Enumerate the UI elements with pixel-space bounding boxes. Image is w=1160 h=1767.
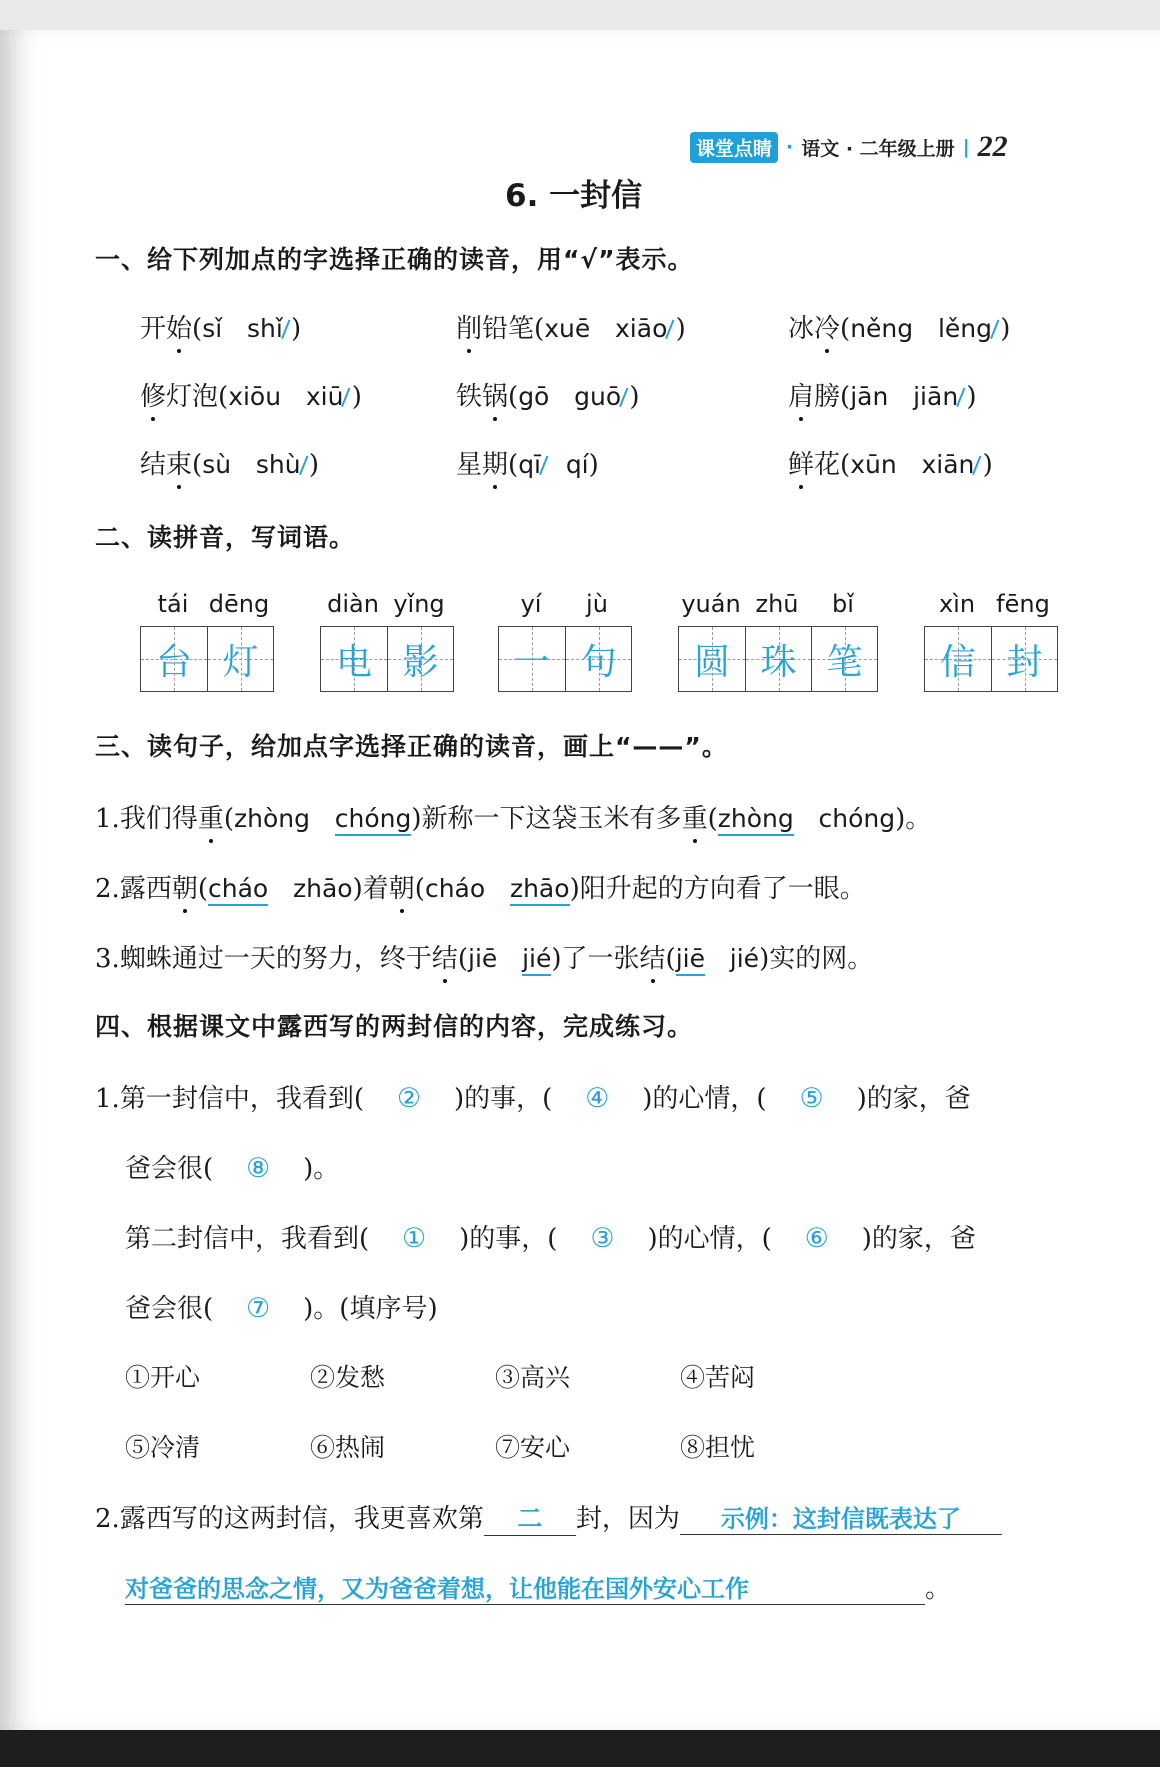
word-box-group: yí jù 一 句 [498,590,632,692]
q1-line2: 爸会很( ⑧ )。 [125,1153,340,1184]
workbook-page [0,30,1160,1730]
writing-cell: 灯 [207,627,273,691]
option: ⑧担忧 [680,1433,756,1462]
pinyin-item: 肩膀(jān jiān ) [788,376,977,413]
option: ②发愁 [310,1363,386,1392]
answer-blank: 示例：这封信既表达了 [680,1499,1002,1535]
answer-blank: 二 [484,1499,576,1536]
sentence-2: 2.露西朝(cháo zhāo)着朝(cháo zhāo)阳升起的方向看了一眼。 [95,868,866,905]
writing-cell: 圆 [679,627,745,691]
header-subject: 语文 · 二年级上册 [801,137,955,160]
sentence-1: 1.我们得重(zhòng chóng)新称一下这袋玉米有多重(zhòng chóng)。 [95,798,931,835]
word-box-group: diàn yǐng 电 影 [320,590,454,692]
option: ③高兴 [495,1363,571,1392]
word-box-group: yuán zhū bǐ 圆 珠 笔 [678,590,878,692]
pinyin-item: 星期(qī qí) [456,444,599,481]
pinyin-item: 削铅笔(xuē xiāo ) [456,308,686,345]
q1-line4: 爸会很( ⑦ )。(填序号) [125,1293,438,1324]
writing-cell: 台 [141,627,207,691]
writing-cell: 封 [991,627,1057,691]
brand-badge: 课堂点睛 [690,132,778,163]
pinyin-item: 鲜花(xūn xiān ) [788,444,993,481]
page-header [690,130,1008,164]
sentence-3: 3.蜘蛛通过一天的努力，终于结(jiē jié)了一张结(jiē jié)实的网。 [95,938,873,975]
word-box-group: tái dēng 台 灯 [140,590,274,692]
answer-blank: 对爸爸的思念之情，又为爸爸着想，让他能在国外安心工作 [125,1569,925,1605]
page-number: 22 [977,130,1008,163]
section3-heading: 三、读句子，给加点字选择正确的读音，画上“——”。 [95,732,728,761]
header-separator: · [786,136,794,158]
page-title: 6. 一封信 [505,178,643,214]
q1-line3: 第二封信中，我看到( ① )的事，( ③ )的心情，( ⑥ )的家，爸 [125,1223,976,1254]
pinyin-item: 开始(sǐ shǐ ) [140,308,301,345]
option: ⑥热闹 [310,1433,386,1462]
header-bar: | [962,136,970,158]
pinyin-item: 结束(sù shù ) [140,444,319,481]
section4-heading: 四、根据课文中露西写的两封信的内容，完成练习。 [95,1012,694,1041]
pinyin-item: 冰冷(něng lěng ) [788,308,1010,345]
writing-cell: 珠 [745,627,811,691]
option: ①开心 [125,1363,201,1392]
option: ④苦闷 [680,1363,756,1392]
writing-cell: 电 [321,627,387,691]
option: ⑦安心 [495,1433,571,1462]
writing-cell: 一 [499,627,565,691]
pinyin-item: 铁锅(gō guō ) [456,376,640,413]
writing-cell: 信 [925,627,991,691]
section2-heading: 二、读拼音，写词语。 [95,523,356,552]
writing-cell: 句 [565,627,631,691]
bottom-edge [0,1730,1160,1767]
writing-cell: 影 [387,627,453,691]
section1-heading: 一、给下列加点的字选择正确的读音，用“√”表示。 [95,245,694,274]
q2-line1: 2.露西写的这两封信，我更喜欢第 二 封，因为 示例：这封信既表达了 [95,1498,1002,1536]
writing-cell: 笔 [811,627,877,691]
pinyin-item: 修灯泡(xiōu xiū ) [140,376,362,413]
q1-line1: 1.第一封信中，我看到( ② )的事，( ④ )的心情，( ⑤ )的家，爸 [95,1083,971,1114]
option: ⑤冷清 [125,1433,201,1462]
word-box-group: xìn fēng 信 封 [924,590,1058,692]
top-edge [0,0,1160,30]
q2-line2: 对爸爸的思念之情，又为爸爸着想，让他能在国外安心工作 。 [125,1568,951,1605]
